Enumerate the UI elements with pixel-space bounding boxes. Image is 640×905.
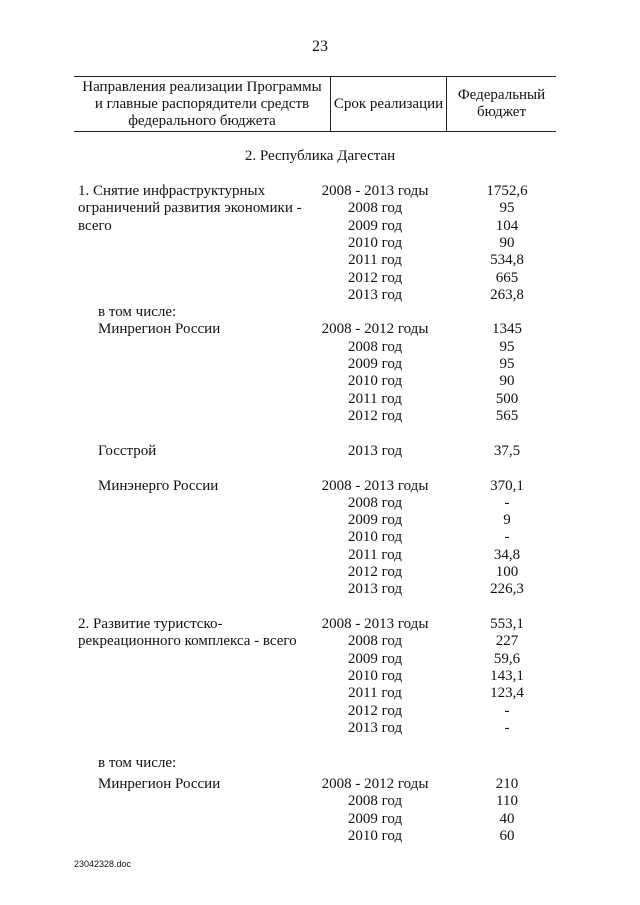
row-period: 2010 год	[347, 668, 403, 684]
row-period: 2008 - 2012 годы	[321, 776, 429, 792]
table-row	[0, 581, 640, 598]
header-directions: Направления реализации Программы и главные распорядители средств федерального бюджета	[82, 78, 322, 129]
document-id: 23042328.doc	[74, 859, 132, 869]
table-row	[0, 811, 640, 828]
table-row	[0, 755, 640, 772]
row-amount: 226,3	[490, 581, 524, 598]
row-name: 1. Снятие инфраструктурных	[78, 183, 266, 199]
row-amount: 263,8	[490, 286, 524, 303]
table-row	[0, 270, 640, 287]
row-amount: 110	[496, 793, 518, 810]
table-row	[0, 564, 640, 581]
row-name: Минрегион России	[98, 776, 221, 792]
table-row	[0, 200, 640, 217]
row-amount: 210	[495, 776, 519, 792]
section-title: 2. Республика Дагестан	[244, 148, 396, 164]
table-row	[0, 218, 640, 235]
table-row	[0, 512, 640, 529]
row-period: 2010 год	[347, 827, 403, 844]
row-name: рекреационного комплекса - всего	[78, 633, 297, 650]
row-period: 2008 - 2012 годы	[321, 321, 429, 338]
row-period: 2011 год	[348, 252, 402, 269]
row-period: 2010 год	[347, 529, 403, 546]
row-period: 2008 год	[347, 793, 403, 810]
row-period: 2013 год	[347, 719, 403, 736]
row-period: 2010 год	[347, 373, 403, 390]
table-row	[0, 633, 640, 650]
page-number: 23	[312, 38, 328, 55]
row-amount: 95	[499, 338, 515, 355]
row-amount: 95	[499, 200, 515, 217]
row-amount: 100	[495, 564, 519, 580]
table-row	[0, 235, 640, 252]
row-period: 2008 - 2013 годы	[321, 183, 429, 199]
table-row	[0, 478, 640, 495]
row-amount: 9	[503, 512, 511, 529]
row-amount: 34,8	[493, 546, 521, 563]
row-period: 2008 год	[347, 200, 403, 217]
row-amount: 534,8	[490, 252, 524, 269]
row-period: 2013 год	[347, 286, 403, 303]
header-federal-budget: Федеральный бюджет	[457, 87, 546, 120]
row-period: 2009 год	[347, 810, 403, 827]
row-amount: 90	[499, 373, 515, 390]
row-name: всего	[78, 217, 112, 234]
row-amount: 143,1	[490, 668, 524, 684]
row-amount: -	[504, 494, 510, 511]
row-period: 2013 год	[347, 581, 403, 598]
table-row	[0, 495, 640, 512]
row-period: 2008 - 2013 годы	[321, 477, 429, 494]
row-amount: 565	[495, 407, 519, 424]
row-period: 2009 год	[347, 217, 403, 234]
table-row	[0, 287, 640, 304]
table-row	[0, 720, 640, 737]
row-period: 2008 год	[347, 633, 403, 650]
table-row	[0, 529, 640, 546]
row-name: в том числе:	[98, 754, 177, 771]
header-period: Срок реализации	[333, 95, 444, 112]
row-period: 2012 год	[347, 269, 403, 286]
table-row	[0, 668, 640, 685]
table-row	[0, 183, 640, 200]
row-name: ограничений развития экономики -	[78, 200, 302, 217]
row-period: 2009 год	[347, 512, 403, 529]
row-amount: -	[504, 719, 510, 736]
row-name: Минрегион России	[98, 321, 221, 338]
row-period: 2011 год	[348, 685, 402, 702]
row-name: Минэнерго России	[98, 477, 219, 494]
row-amount: 227	[495, 633, 519, 650]
table-row	[0, 304, 640, 321]
row-name: 2. Развитие туристско-	[78, 616, 223, 633]
row-period: 2011 год	[348, 390, 402, 407]
row-amount: 90	[499, 234, 515, 251]
table-row	[0, 685, 640, 702]
row-amount: 370,1	[490, 477, 524, 494]
table-row	[0, 651, 640, 668]
row-name: Госстрой	[98, 442, 157, 459]
row-period: 2008 - 2013 годы	[321, 616, 429, 633]
row-amount: 60	[499, 827, 515, 844]
table-row	[0, 391, 640, 408]
row-period: 2010 год	[347, 234, 403, 251]
row-amount: 95	[499, 356, 515, 372]
row-name: в том числе:	[98, 304, 177, 321]
table-row	[0, 776, 640, 793]
table-row	[0, 443, 640, 460]
table-row	[0, 252, 640, 269]
table-row	[0, 703, 640, 720]
row-period: 2012 год	[347, 564, 403, 580]
row-amount: 665	[495, 269, 519, 286]
table-row	[0, 547, 640, 564]
row-amount: 37,5	[493, 442, 521, 459]
table-row	[0, 356, 640, 373]
row-period: 2011 год	[348, 546, 402, 563]
row-amount: 1345	[492, 321, 522, 338]
table-row	[0, 616, 640, 633]
row-amount: 59,6	[493, 650, 521, 667]
row-period: 2009 год	[347, 356, 403, 372]
row-amount: 40	[499, 810, 515, 827]
row-period: 2009 год	[347, 650, 403, 667]
row-amount: 104	[495, 217, 519, 234]
row-amount: 1752,6	[486, 183, 528, 199]
row-amount: 500	[495, 390, 519, 407]
row-amount: -	[504, 702, 510, 719]
table-row	[0, 828, 640, 845]
row-period: 2008 год	[347, 338, 403, 355]
table-row	[0, 321, 640, 338]
table-row	[0, 373, 640, 390]
row-period: 2012 год	[347, 407, 403, 424]
row-amount: 553,1	[490, 616, 524, 633]
row-amount: -	[504, 529, 510, 546]
row-period: 2012 год	[347, 702, 403, 719]
table-row	[0, 408, 640, 425]
row-period: 2008 год	[347, 494, 403, 511]
table-row	[0, 793, 640, 810]
row-period: 2013 год	[347, 442, 403, 459]
row-amount: 123,4	[490, 685, 524, 702]
table-row	[0, 339, 640, 356]
